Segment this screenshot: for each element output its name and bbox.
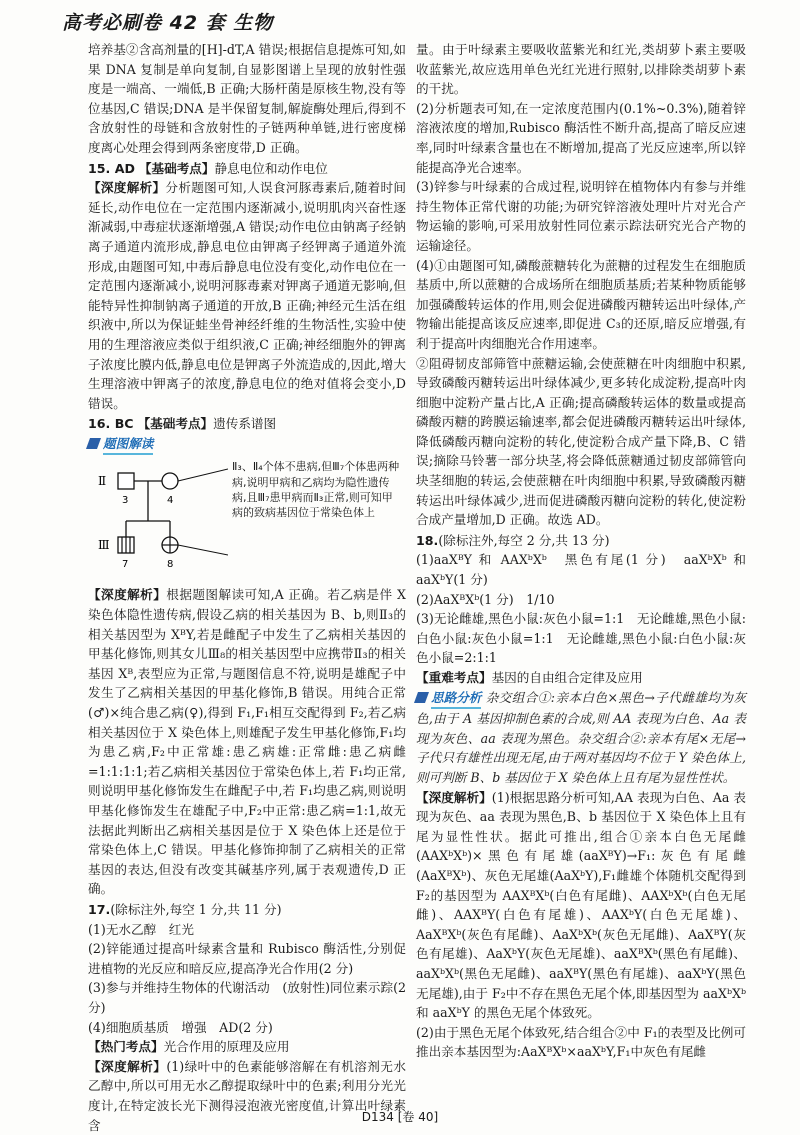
pencil-icon xyxy=(86,438,101,449)
q15-body: 分析题图可知,人误食河豚毒素后,随着时间延长,动作电位在一定范围内逐渐减小,说明肌肉兴奋性逐渐减弱,中毒症状逐渐增强,A 错误;动作电位由钠离子经钠离子通道内流形成,静息电位由钾离子经钾离子通道外流形成,由题图可知,中毒后静息电位没有变化,动作电位在一定范围内逐渐减小,说明河豚毒素对钾离子通道无影响,但能特异性抑制钠离子通道的开放,B 正确;神经元生活在组织液中,所以为保证蛙坐骨神经纤维的生物活性,实验中使用的生理溶液应类似于组织液,C 正确;神经细胞外的钾离子浓度比膜内低,静息电位是钾离子外流造成的,因此,增大生理溶液中钾离子的浓度,静息电位的绝对值将会变小,D 错误。 xyxy=(88,180,406,411)
pedigree-gen2-label: Ⅱ xyxy=(98,474,107,489)
q18-analysis xyxy=(416,788,746,1023)
q16-block xyxy=(88,414,406,434)
q17-number: 17. xyxy=(88,901,111,917)
q17-tag: 【热门考点】 xyxy=(88,1039,164,1055)
q15-analysis xyxy=(88,178,406,413)
q17-tag-text: 光合作用的原理及应用 xyxy=(163,1039,290,1055)
q18-answer-1: (1)aaXᴮY 和 AAXᵇXᵇ 黑色有尾(1 分) aaXᵇXᵇ 和 aaXᵇY(1 分) xyxy=(416,552,746,588)
q17-block xyxy=(88,900,406,920)
q17-answer-2: (2)锌能通过提高叶绿素含量和 Rubisco 酶活性,分别促进植物的光反应和暗反应,提高净光合作用(2 分) xyxy=(88,941,406,976)
q18-tag-text: 基因的自由组合定律及应用 xyxy=(491,670,643,685)
q16-answer: 16. BC xyxy=(88,416,134,432)
q17-answer-1: (1)无水乙醇 红光 xyxy=(88,921,194,937)
q16-label: 【深度解析】 xyxy=(88,587,167,603)
pedigree-note: Ⅱ₃、Ⅱ₄个体不患病,但Ⅲ₇个体患两种病,说明甲病和乙病均为隐性遗传病,且Ⅲ₇患甲病而Ⅱ₃正常,则可知甲病的致病基因位于常染色体上 xyxy=(232,460,400,520)
q15-tag: 【基础考点】 xyxy=(138,160,215,176)
q18-tag-line xyxy=(416,668,746,688)
q18-body: (1)根据思路分析可知,AA 表现为白色、Aa 表现为灰色、aa 表现为黑色,B、b 基因位于 X 染色体上且有尾为显性性状。据此可推出,组合①亲本白色无尾雌(AAXᵇXᵇ)×黑色有尾雄(aaXᴮY)→F₁:灰色有尾雌(AaXᴮXᵇ)、灰色无尾雄(AaXᵇY),F₁雌雄个体随机交配得到 F₂的基因型为 AAXᴮXᵇ(白色有尾雌)、AAXᵇXᵇ(白色无尾雌)、AAXᴮY(白色有尾雄)、AAXᵇY(白色无尾雄)、AaXᴮXᵇ(灰色有尾雌)、AaXᵇXᵇ(灰色无尾雌)、AaXᴮY(灰色有尾雄)、AaXᵇY(灰色无尾雄)、aaXᴮXᵇ(黑色有尾雌)、aaXᵇXᵇ(黑色无尾雌)、aaXᴮY(黑色有尾雄)、aaXᵇY(黑色无尾雄),由于 F₂中不存在黑色无尾个体,即基因型为 aaXᵇXᵇ 和 aaXᵇY 的黑色无尾个体致死。 xyxy=(416,789,746,1021)
q16-read-label: 题图解读 xyxy=(103,434,153,456)
q16-tag: 【基础考点】 xyxy=(137,416,214,432)
q16-tag-text: 遗传系谱图 xyxy=(213,416,277,432)
pedigree-chart xyxy=(96,459,228,577)
page-footer: D134 [卷 40] xyxy=(361,1110,439,1124)
q17-answer-3: (3)参与并维持生物体的代谢活动 (放射性)同位素示踪(2 分) xyxy=(88,980,406,1015)
pedigree-num-8: 8 xyxy=(167,559,174,571)
q17-points: (除标注外,每空 1 分,共 11 分) xyxy=(110,901,282,917)
q17-tag-line xyxy=(88,1037,406,1057)
q15-block xyxy=(88,159,406,179)
q15-label: 【深度解析】 xyxy=(88,180,166,196)
q14-continuation: 培养基②含高剂量的[H]-dT,A 错误;根据信息提炼可知,如果 DNA 复制是单向复制,自显影图谱上呈现的放射性强度是一端高、一端低,B 正确;大肠杆菌是原核生物,没有等位基因,C 错误;DNA 是半保留复制,解旋酶处理后,得到不含放射性的母链和含放射性的子链两种单链,进行密度梯度离心处理会得到两条密度带,D 正确。 xyxy=(88,42,406,155)
pedigree-male-3 xyxy=(118,473,134,489)
q17-continuation-2: (2)分析题表可知,在一定浓度范围内(0.1%~0.3%),随着锌溶液浓度的增加,Rubisco 酶活性不断升高,提高了暗反应速率,同时叶绿素含量也在不断增加,提高了光反应速率,所以锌能提高净光合速率。 xyxy=(416,100,746,175)
q18-tag: 【重难考点】 xyxy=(416,670,492,685)
q17-label: 【深度解析】 xyxy=(88,1058,167,1074)
q18-answer-2: (2)AaXᴮXᵇ(1 分) 1/10 xyxy=(416,591,555,607)
q15-answer: 15. AD xyxy=(88,160,135,176)
q18-analysis-2: (2)由于黑色无尾个体致死,结合组合②中 F₁的表型及比例可推出亲本基因型为:AaXᴮXᵇ×aaXᵇY,F₁中灰色有尾雌 xyxy=(416,1024,746,1060)
q16-tail: 甲基化修饰抑制了乙病相关的正常基因的表达,但没有改变其碱基序列,属于表观遗传,D 正确。 xyxy=(88,842,406,897)
q15-tag-text: 静息电位和动作电位 xyxy=(214,160,328,176)
q17-answer-4: (4)细胞质基质 增强 AD(2 分) xyxy=(88,1019,273,1035)
q18-think-label: 思路分析 xyxy=(431,688,481,710)
pedigree-num-4: 4 xyxy=(167,495,174,507)
q17-continuation-4: (4)①由题图可知,磷酸蔗糖转化为蔗糖的过程发生在细胞质基质中,所以蔗糖的合成场所在细胞质基质;若某种物质能够加强磷酸转运体的作用,则会促进磷酸丙糖转运出叶绿体,产物输出能提高该反应速率,即促进 C₃的还原,暗反应增强,有利于提高叶肉细胞光合作用速率。 xyxy=(416,257,746,351)
q16-read-heading xyxy=(88,434,406,456)
pedigree-num-7: 7 xyxy=(122,559,129,571)
q16-body: 根据题图解读可知,A 正确。若乙病是伴 X 染色体隐性遗传病,假设乙病的相关基因为 B、b,则Ⅱ₃的相关基因型为 XᴮY,若是雌配子中发生了乙病相关基因的甲基化修饰,则其女儿Ⅲ₈的相关基因型中应携带Ⅱ₃的相关基因 Xᴮ,表型应为正常,与题图信息不符,说明是雄配子中发生了乙病相关基因的甲基化修饰,B 错误。用纯合正常(♂)×纯合患乙病(♀),得到 F₁,F₁相互交配得到 F₂,若乙病相关基因位于 X 染色体上,则雄配子发生甲基化修饰,F₁均为患乙病,F₂中正常雄:患乙病雄:正常雌:患乙病雌=1:1:1:1;若乙病相关基因位于常染色体上,若 F₁均正常,则说明甲基化修饰发生在雌配子中,若 F₁均患乙病,则说明甲基化修饰发生在雄配子中,F₂中正常:患乙病=1:1,故无法据此判断出乙病相关基因是位于 X 染色体上还是位于常染色体上,C 错误。 xyxy=(88,587,406,858)
q17-continuation-3: (3)锌参与叶绿素的合成过程,说明锌在植物体内有参与并维持生物体正常代谢的功能;为研究锌溶液处理叶片对光合产物运输的影响,可采用放射性同位素示踪法研究光合产物的运输途径。 xyxy=(416,179,746,253)
pedigree-num-3: 3 xyxy=(122,495,129,507)
pedigree-gen3-label: Ⅲ xyxy=(98,538,110,553)
q17-continuation-1: 量。由于叶绿素主要吸收蓝紫光和红光,类胡萝卜素主要吸收蓝紫光,故应选用单色光红光进行照射,以排除类胡萝卜素的干扰。 xyxy=(416,42,746,97)
q18-block xyxy=(416,531,746,551)
page-header: 高考必刷卷 42 套 生物 xyxy=(62,12,274,34)
q18-answer-3: (3)无论雌雄,黑色小鼠:灰色小鼠=1:1 无论雌雄,黑色小鼠:白色小鼠:灰色小鼠=1:1 无论雌雄,黑色小鼠:白色小鼠:灰色小鼠=2:1:1 xyxy=(416,611,746,666)
q18-label: 【深度解析】 xyxy=(416,789,492,805)
pedigree-female-4 xyxy=(162,473,178,489)
right-column xyxy=(416,40,746,1062)
q16-analysis xyxy=(88,585,406,899)
pedigree-figure xyxy=(88,457,406,581)
pencil-icon xyxy=(414,692,429,703)
left-column xyxy=(88,40,406,1135)
q17-body: (1)绿叶中的色素能够溶解在有机溶剂无水乙醇中,所以可用无水乙醇提取绿叶中的色素;利用分光光度计,在特定波长光下测得浸泡液光密度值,计算出叶绿素含 xyxy=(88,1058,407,1133)
q18-think-body: 杂交组合①:亲本白色×黑色→子代雌雄均为灰色,由于 A 基因抑制色素的合成,则 AA 表现为白色、Aa 表现为灰色、aa 表现为黑色。杂交组合②:亲本有尾×无尾→子代只有雄性出现无尾,由于两对基因均不位于 Y 染色体上,则可判断 B、b 基因位于 X 染色体上且有尾为显性性状。 xyxy=(416,689,746,785)
q18-number: 18. xyxy=(416,532,439,548)
q17-continuation-5: ②阻碍韧皮部筛管中蔗糖运输,会使蔗糖在叶肉细胞中积累,导致磷酸丙糖转运出叶绿体减少,更多转化成淀粉,提高叶肉细胞中淀粉产量占比,A 正确;提高磷酸转运体的数量或提高磷酸丙糖的跨膜运输速率,都会促进磷酸丙糖转运出叶绿体,降低磷酸丙糖向淀粉的转化,使淀粉合成产量下降,B、C 错误;摘除马铃薯一部分块茎,将会降低蔗糖通过韧皮部筛管向块茎细胞的转运,会使蔗糖在叶肉细胞中积累,导致磷酸丙糖转运出叶绿体减少,进而促进磷酸丙糖向淀粉的转化,使淀粉合成产量增加,D 正确。故选 AD。 xyxy=(416,355,746,528)
q18-thinking xyxy=(416,688,746,788)
q18-points: (除标注外,每空 2 分,共 13 分) xyxy=(438,532,610,548)
